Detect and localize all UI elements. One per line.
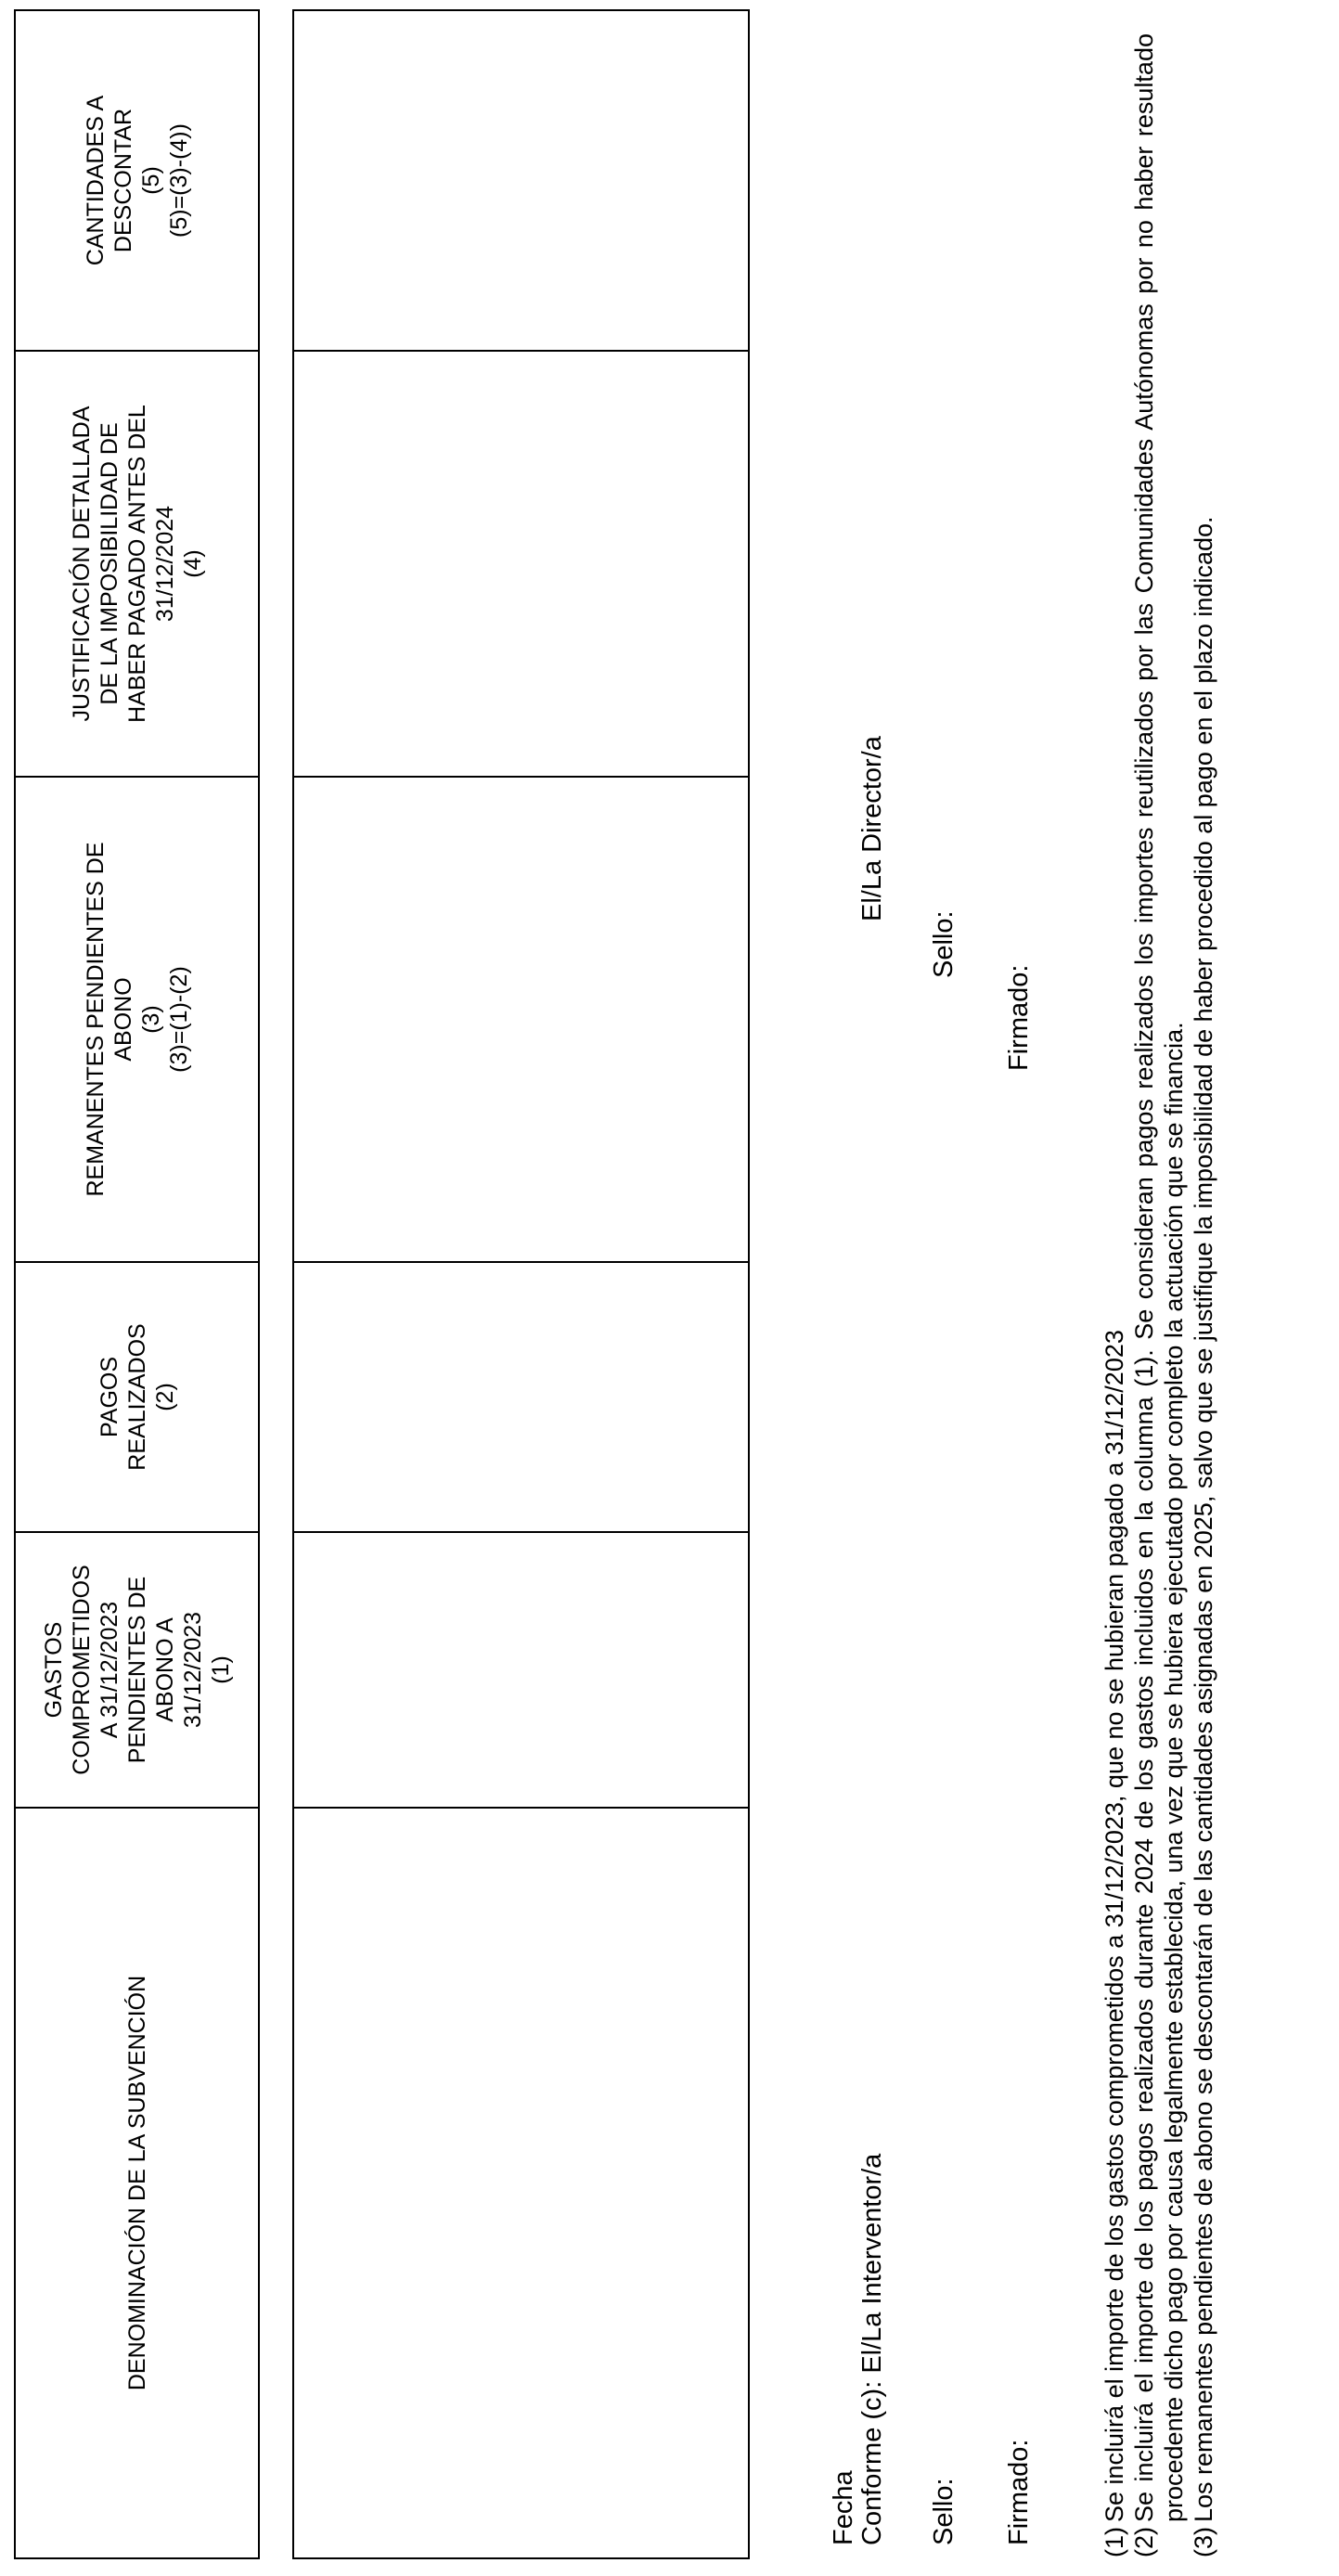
header-label: CANTIDADES A DESCONTAR (5) (5)=(3)-(4)) xyxy=(82,95,192,266)
header-cell-justificacion xyxy=(16,350,258,776)
header-label: REMANENTES PENDIENTES DE ABONO (3) (3)=(1)-(2) xyxy=(82,842,192,1197)
input-cell-denominacion[interactable] xyxy=(294,1807,748,2557)
header-cell-cantidades xyxy=(16,11,258,350)
footnote-text: Se incluirá el importe de los gastos comprometidos a 31/12/2023, que no se hubieran pagado a 31/12/2023 xyxy=(1101,1330,1128,2522)
conforme-label: Conforme (c): El/La Interventor/a xyxy=(857,2153,887,2545)
table-body-row xyxy=(292,9,750,2559)
header-cell-remanentes xyxy=(16,776,258,1261)
footnote-text: Se incluirá el importe de los pagos realizados durante 2024 de los gastos incluidos en la columna (1). Se consideran pagos realizados los importes reutilizados por las Comunidades Autónomas por no haber resultado procedente dicho pago por causa legalmente establecida, una vez que se hubiera ejecutado por completo la actuación que se financia. xyxy=(1130,33,1188,2522)
footnotes xyxy=(1100,33,1218,2557)
footnote-number: (3) xyxy=(1190,2527,1217,2557)
firmado-left-label: Firmado: xyxy=(1004,2439,1034,2545)
sello-left-label: Sello: xyxy=(929,2478,959,2545)
footnote-3 xyxy=(1189,33,1218,2557)
fecha-label: Fecha xyxy=(829,2470,858,2545)
header-cell-gastos-comprometidos xyxy=(16,1531,258,1807)
footnote-text: Los remanentes pendientes de abono se descontarán de las cantidades asignadas en 2025, salvo que se justifique la imposibilidad de haber procedido al pago en el plazo indicado. xyxy=(1190,516,1217,2522)
footnote-number: (1) xyxy=(1101,2527,1128,2557)
footnote-2 xyxy=(1129,33,1189,2557)
input-cell-remanentes[interactable] xyxy=(294,776,748,1261)
input-cell-gastos-comprometidos[interactable] xyxy=(294,1531,748,1807)
sello-right-label: Sello: xyxy=(929,910,959,978)
input-cell-cantidades[interactable] xyxy=(294,11,748,350)
input-cell-pagos-realizados[interactable] xyxy=(294,1261,748,1531)
firmado-right-label: Firmado: xyxy=(1004,964,1034,1071)
header-label: JUSTIFICACIÓN DETALLADA DE LA IMPOSIBILIDAD DE HABER PAGADO ANTES DEL 31/12/2024 (4) xyxy=(68,405,206,723)
director-label: El/La Director/a xyxy=(857,736,887,921)
table-header-row xyxy=(14,9,260,2559)
header-label: PAGOS REALIZADOS (2) xyxy=(96,1323,178,1471)
header-cell-pagos-realizados xyxy=(16,1261,258,1531)
header-label: GASTOS COMPROMETIDOS A 31/12/2023 PENDIENTES DE ABONO A 31/12/2023 (1) xyxy=(40,1565,234,1775)
input-cell-justificacion[interactable] xyxy=(294,350,748,776)
header-label: DENOMINACIÓN DE LA SUBVENCIÓN xyxy=(123,1975,150,2391)
header-cell-denominacion xyxy=(16,1807,258,2557)
footnote-number: (2) xyxy=(1130,2527,1158,2557)
footnote-1 xyxy=(1100,33,1129,2557)
